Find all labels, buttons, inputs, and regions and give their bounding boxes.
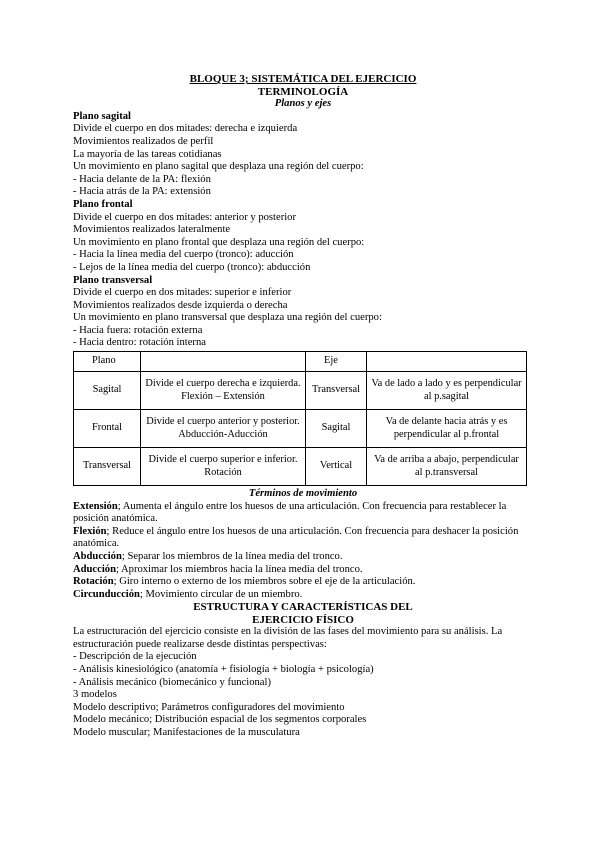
table-cell: Va de arriba a abajo, perpendicular al p.transversal: [367, 448, 527, 486]
document-title: BLOQUE 3; SISTEMÁTICA DEL EJERCICIO: [189, 73, 417, 85]
term-text: ; Separar los miembros de la línea media del tronco.: [121, 551, 343, 563]
term-name: Aducción: [73, 563, 116, 575]
term-name: Flexión: [73, 525, 107, 537]
text-line: 3 modelos: [73, 689, 117, 701]
text-line: Un movimiento en plano transversal que desplaza una región del cuerpo:: [73, 312, 382, 324]
text-line: - Hacia atrás de la PA: extensión: [73, 186, 211, 198]
table-cell: Frontal: [74, 410, 141, 448]
text-line: Movimientos realizados desde izquierda o derecha: [73, 299, 288, 311]
text-line: La mayoría de las tareas cotidianas: [73, 148, 222, 160]
term-definition: [73, 576, 533, 589]
text-line: - Lejos de la línea media del cuerpo (tronco): abducción: [73, 261, 311, 273]
table-header-row: [74, 352, 527, 372]
text-line: Modelo muscular; Manifestaciones de la musculatura: [73, 726, 300, 738]
table-header-cell: Eje: [306, 352, 367, 372]
heading-plano-transversal: Plano transversal: [73, 274, 153, 286]
text-line: - Hacia dentro: rotación interna: [73, 337, 206, 349]
text-line: - Descripción de la ejecución: [73, 651, 197, 663]
text-line: Un movimiento en plano sagital que desplaza una región del cuerpo:: [73, 161, 364, 173]
table-row: [74, 448, 527, 486]
text-line: - Hacia fuera: rotación externa: [73, 324, 203, 336]
term-name: Rotación: [73, 576, 114, 588]
table-cell: Transversal: [306, 372, 367, 410]
table-cell: Va de lado a lado y es perpendicular al p.sagital: [367, 372, 527, 410]
term-text: ; Reduce el ángulo entre los huesos de una articulación. Con frecuencia para deshacer la posición anatómica.: [73, 525, 519, 550]
planes-axes-table: [73, 351, 527, 486]
table-row: [74, 372, 527, 410]
section-title-estructura-1: ESTRUCTURA Y CARACTERÍSTICAS DEL: [193, 601, 413, 614]
term-name: Circunducción: [73, 588, 140, 600]
term-text: ; Aproximar los miembros hacia la línea media del tronco.: [115, 563, 363, 575]
term-definition: [73, 589, 533, 602]
text-line: - Hacia delante de la PA: flexión: [73, 173, 211, 185]
table-header-cell: [367, 352, 527, 372]
table-cell: Sagital: [74, 372, 141, 410]
table-row: [74, 410, 527, 448]
term-text: ; Movimiento circular de un miembro.: [139, 588, 303, 600]
term-definition: [73, 551, 533, 564]
table-header-cell: [141, 352, 306, 372]
text-line: Modelo descriptivo; Parámetros configuradores del movimiento: [73, 701, 345, 713]
term-name: Extensión: [73, 500, 118, 512]
term-text: ; Aumenta el ángulo entre los huesos de una articulación. Con frecuencia para restablecer la posición anatómica.: [73, 500, 507, 525]
subsection-title-terminos: Términos de movimiento: [248, 488, 358, 500]
text-line: Divide el cuerpo en dos mitades: derecha e izquierda: [73, 123, 298, 135]
text-line: Divide el cuerpo en dos mitades: anterior y posterior: [73, 211, 296, 223]
section-title-terminologia: TERMINOLOGÍA: [257, 85, 349, 98]
subsection-title-planos: Planos y ejes: [274, 98, 332, 110]
term-name: Abducción: [73, 551, 122, 563]
table-cell: Transversal: [74, 448, 141, 486]
text-line: - Análisis mecánico (biomecánico y funcional): [73, 676, 271, 688]
text-line: Modelo mecánico; Distribución espacial de los segmentos corporales: [73, 714, 367, 726]
structure-intro: La estructuración del ejercicio consiste en la división de las fases del movimiento para su análisis. La estructuración puede realizarse desde distintas perspectivas:: [73, 626, 503, 650]
table-header-cell: Plano: [74, 352, 141, 372]
section-title-estructura-2: EJERCICIO FÍSICO: [252, 613, 354, 626]
table-cell: Sagital: [306, 410, 367, 448]
text-line: Divide el cuerpo en dos mitades: superior e inferior: [73, 287, 292, 299]
heading-plano-sagital: Plano sagital: [73, 110, 131, 122]
text-line: Movimientos realizados de perfil: [73, 135, 214, 147]
text-line: - Hacia la línea media del cuerpo (tronco): aducción: [73, 249, 294, 261]
table-cell: Divide el cuerpo superior e inferior. Rotación: [141, 448, 306, 486]
heading-plano-frontal: Plano frontal: [73, 198, 133, 210]
term-definition: [73, 564, 533, 577]
table-cell: Va de delante hacia atrás y es perpendicular al p.frontal: [367, 410, 527, 448]
table-cell: Vertical: [306, 448, 367, 486]
term-definition: [73, 501, 533, 526]
document-page: [73, 73, 533, 740]
term-definition: [73, 526, 533, 551]
term-text: ; Giro interno o externo de los miembros sobre el eje de la articulación.: [113, 576, 416, 588]
table-cell: Divide el cuerpo derecha e izquierda. Flexión – Extensión: [141, 372, 306, 410]
text-line: - Análisis kinesiológico (anatomía + fisiología + biología + psicología): [73, 664, 374, 675]
text-line: Movimientos realizados lateralmente: [73, 224, 231, 236]
text-line: Un movimiento en plano frontal que desplaza una región del cuerpo:: [73, 236, 365, 248]
table-cell: Divide el cuerpo anterior y posterior. Abducción-Aducción: [141, 410, 306, 448]
